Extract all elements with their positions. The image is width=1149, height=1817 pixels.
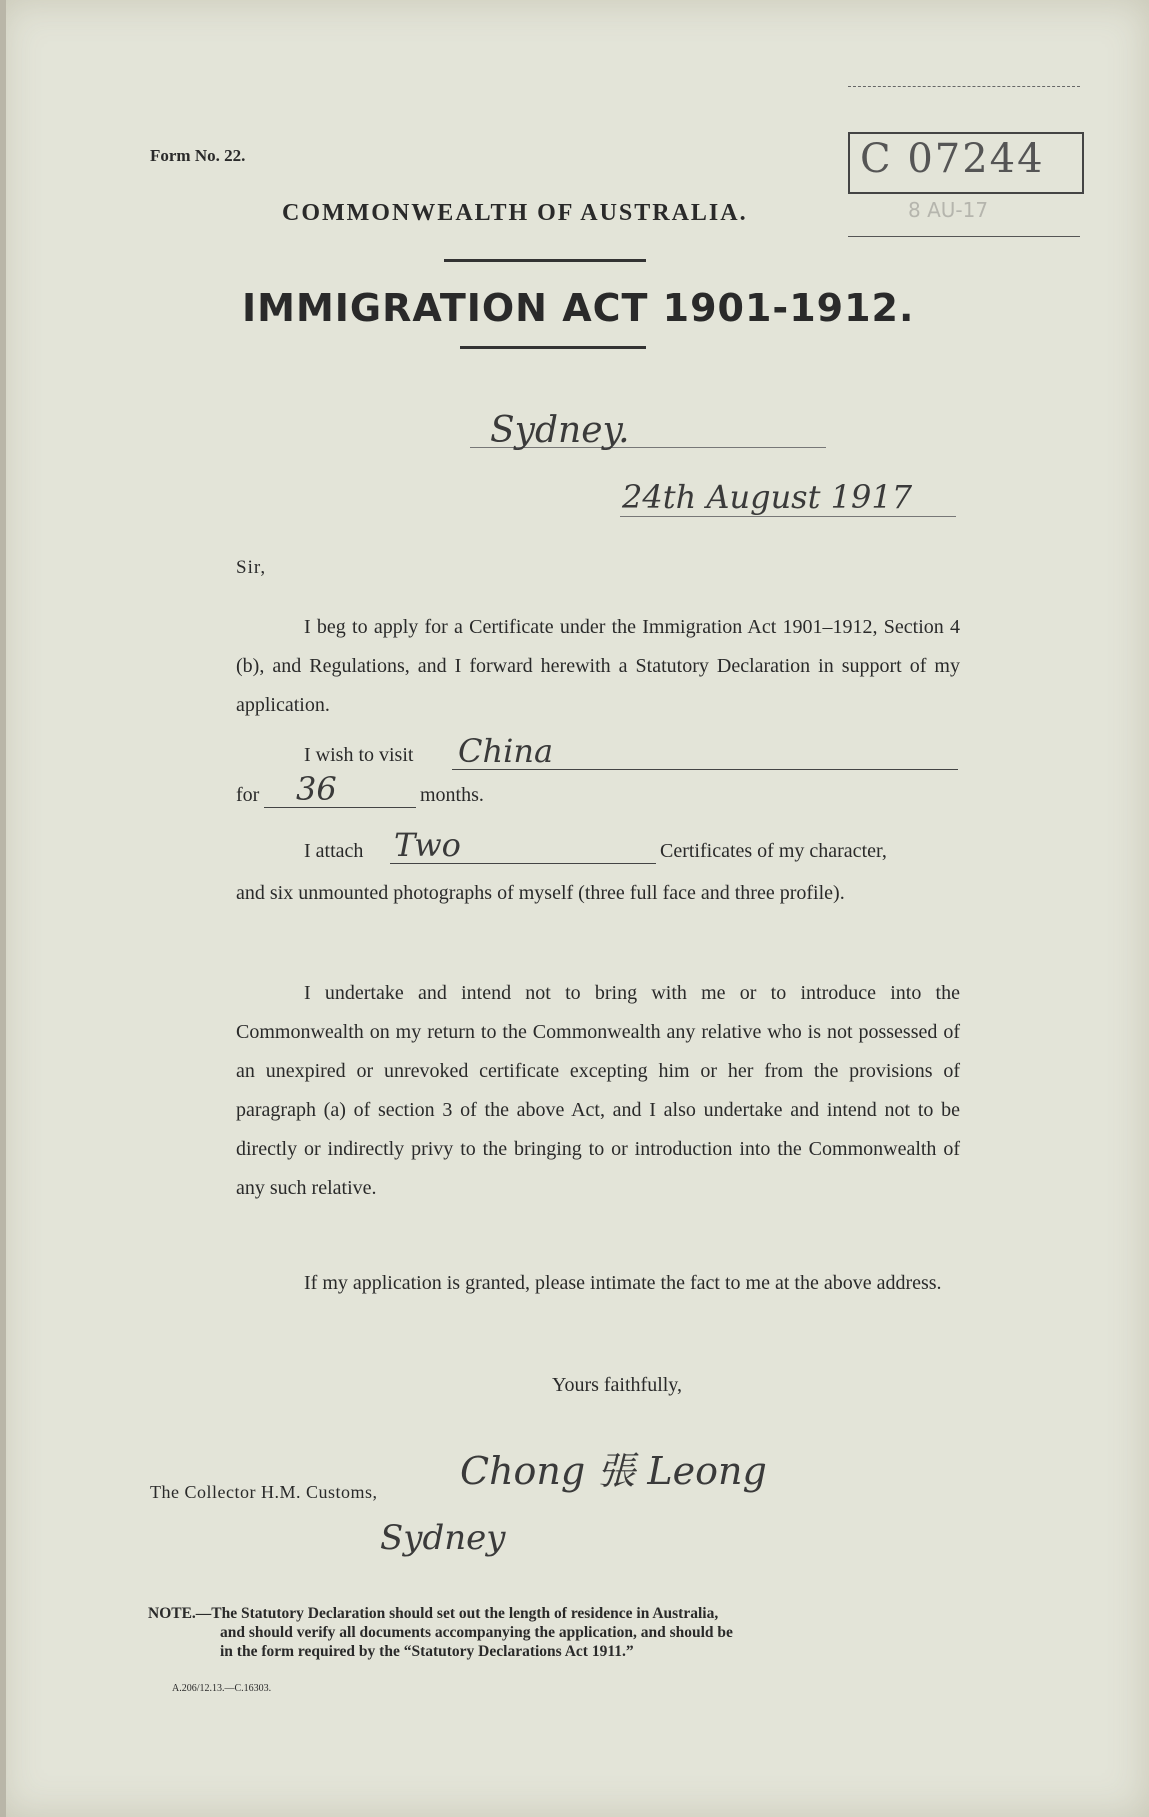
months-field-line [264,807,416,808]
salutation: Sir, [236,557,267,578]
addressee: The Collector H.M. Customs, [150,1482,378,1502]
file-stamp [848,86,1084,246]
months-field: 36 [296,770,337,808]
signature-name: Chong 張 Leong [460,1449,767,1493]
signature-place: Sydney [380,1518,506,1558]
country-heading: COMMONWEALTH OF AUSTRALIA. [282,200,748,226]
granted-paragraph: If my application is granted, please intimate the fact to me at the above address. [304,1272,942,1294]
title-divider [460,346,646,349]
stamp-bottom-border [848,236,1080,238]
certificates-count-field: Two [394,826,461,864]
handwritten-date: 24th August 1917 [622,478,913,516]
attach-label: I attach [304,840,364,862]
visit-label: I wish to visit [304,744,414,766]
stamp-date: 8 AU-17 [908,198,989,222]
months-label: months. [420,784,484,806]
application-paragraph: I beg to apply for a Certificate under the Immigration Act 1901–1912, Section 4 (b), and Regulations, and I forward herewith a Statutory Declaration in support of my application. [236,616,960,716]
stamp-number: C 07244 [860,136,1045,182]
stamp-top-border [848,86,1080,127]
paper-edge [0,0,6,1817]
closing: Yours faithfully, [552,1374,683,1396]
heading-divider [444,259,646,262]
visit-country-field: China [458,732,554,770]
attach-rest-label: Certificates of my character, [660,840,887,862]
undertaking-paragraph: I undertake and intend not to bring with me or to introduce into the Commonwealth on my return to the Commonwealth any relative who is not possessed of an unexpired or unrevoked certificate excepting him or her from the provisions of paragraph (a) of section 3 of the above Act, and I also undertake and intend not to be directly or indirectly privy to the bringing to or introduction into the Commonwealth of any such relative. [236,982,960,1199]
photographs-paragraph: and six unmounted photographs of myself (three full face and three profile). [236,882,845,904]
act-title: IMMIGRATION ACT 1901-1912. [242,286,915,330]
handwritten-place: Sydney. [490,410,630,451]
date-underline [620,516,956,517]
for-label: for [236,784,260,806]
note-line-2: and should verify all documents accompanying the application, and should be [220,1624,733,1641]
note-block [148,1604,960,1661]
print-reference: A.206/12.13.—C.16303. [172,1683,272,1694]
note-line-1: NOTE.—The Statutory Declaration should set out the length of residence in Australia, [148,1605,719,1622]
form-number: Form No. 22. [150,146,246,165]
note-line-3: in the form required by the “Statutory Declarations Act 1911.” [220,1643,634,1660]
